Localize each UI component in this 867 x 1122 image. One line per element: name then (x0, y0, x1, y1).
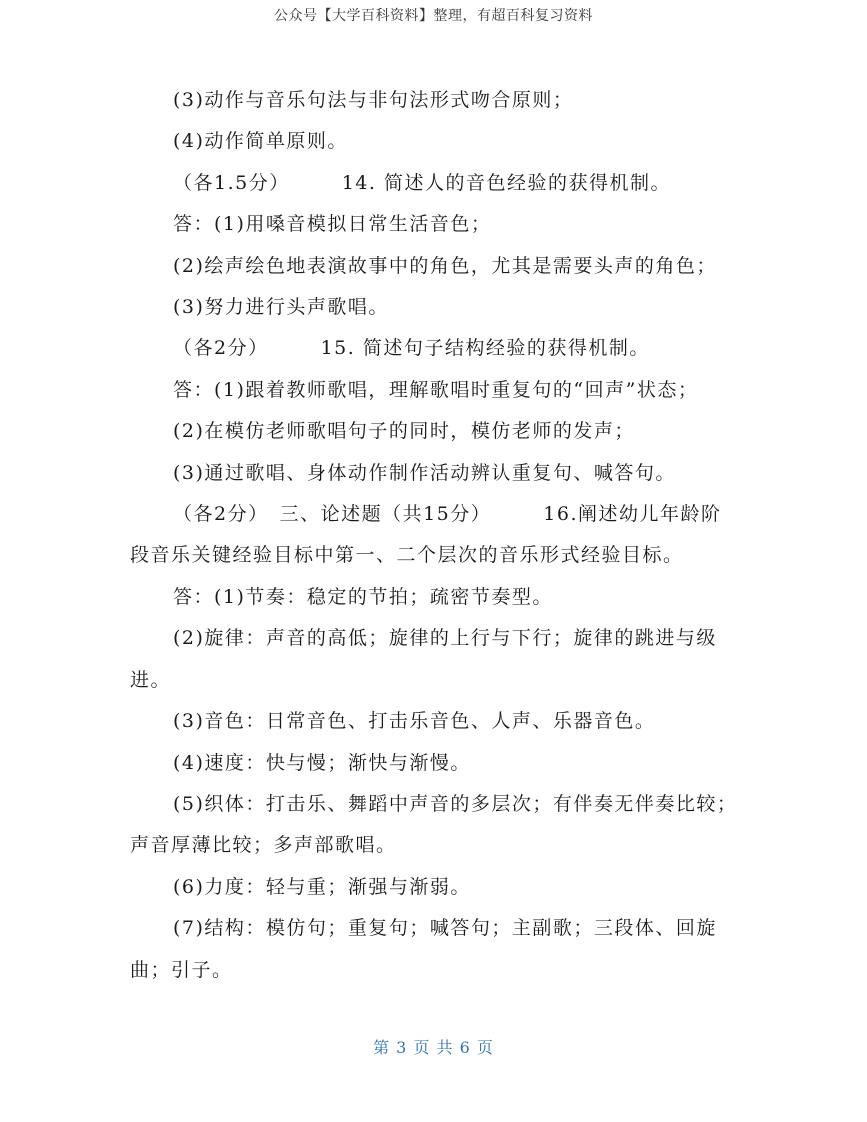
question-15: （各2分） 15. 简述句子结构经验的获得机制。 (173, 337, 650, 360)
answer-15-item-1: 答：(1)跟着教师歌唱，理解歌唱时重复句的“回声”状态； (173, 378, 699, 401)
question-16: （各2分） 三、论述题（共15分） 16.阐述幼儿年龄阶段音乐关键经验目标中第一、二个层次的音乐形式经验目标。 (130, 503, 722, 567)
answer-14-item-1: 答：(1)用嗓音模拟日常生活音色； (173, 213, 492, 236)
document-body (130, 80, 740, 991)
answer-15-item-2: (2)在模仿老师歌唱句子的同时，模仿老师的发声； (173, 420, 635, 443)
page-number-footer: 第 3 页 共 6 页 (373, 1038, 494, 1057)
answer-16-item-3: (3)音色：日常音色、打击乐音色、人声、乐器音色。 (173, 710, 656, 733)
answer-14-item-3: (3)努力进行头声歌唱。 (173, 296, 389, 319)
answer-14-item-2: (2)绘声绘色地表演故事中的角色，尤其是需要头声的角色； (173, 254, 717, 277)
answer-16-item-4: (4)速度：快与慢；渐快与渐慢。 (173, 751, 471, 774)
question-14: （各1.5分） 14. 简述人的音色经验的获得机制。 (173, 171, 671, 194)
answer-15-item-3: (3)通过歌唱、身体动作制作活动辨认重复句、喊答句。 (173, 461, 676, 484)
answer-16-item-1: 答：(1)节奏：稳定的节拍；疏密节奏型。 (173, 585, 553, 608)
answer-16-item-5: (5)织体：打击乐、舞蹈中声音的多层次；有伴奏无伴奏比较；声音厚薄比较；多声部歌唱。 (130, 792, 738, 857)
answer-16-item-6: (6)力度：轻与重；渐强与渐弱。 (173, 875, 471, 898)
paragraph-item-4-principle: (4)动作简单原则。 (173, 130, 348, 153)
page-header: 公众号【大学百科资料】整理，有超百科复习资料 (274, 8, 593, 24)
answer-16-item-7: (7)结构：模仿句；重复句；喊答句；主副歌；三段体、回旋曲；引子。 (130, 917, 717, 981)
answer-16-item-2: (2)旋律：声音的高低；旋律的上行与下行；旋律的跳进与级进。 (130, 627, 717, 691)
paragraph-item-3-principle: (3)动作与音乐句法与非句法形式吻合原则； (173, 89, 574, 111)
